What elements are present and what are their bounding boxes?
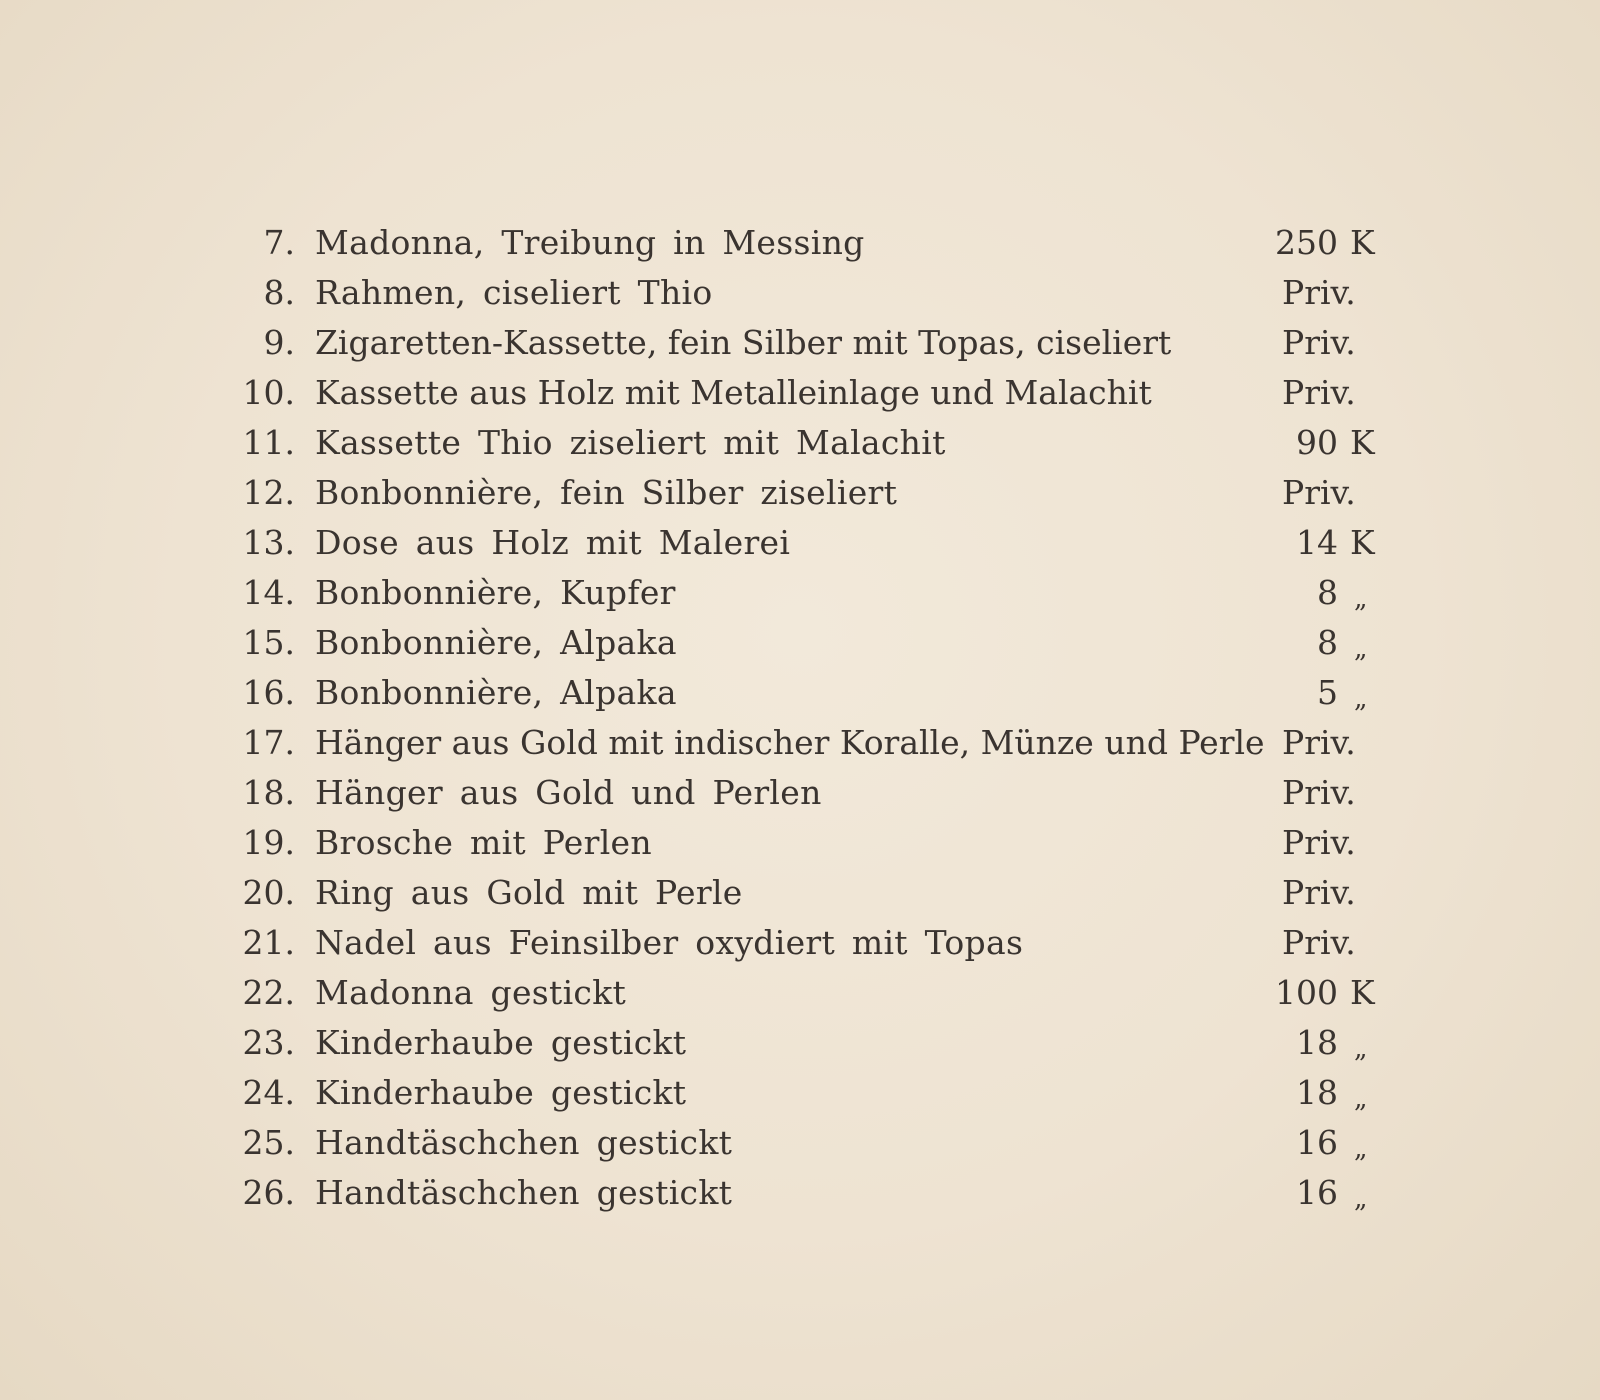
- private-label: Priv.: [1282, 323, 1356, 362]
- item-description: Kinderhaube gestickt: [315, 1023, 687, 1062]
- item-number: 21.: [242, 923, 295, 962]
- price-unit: K: [1350, 223, 1375, 262]
- price-amount: 8: [1317, 623, 1338, 662]
- list-item: [230, 218, 1430, 268]
- price-amount: 90: [1296, 423, 1338, 462]
- item-number: 13.: [242, 523, 295, 562]
- item-description: Kassette Thio ziseliert mit Malachit: [315, 423, 946, 462]
- item-number: 8.: [263, 273, 295, 312]
- item-number: 19.: [242, 823, 295, 862]
- list-item: [230, 918, 1430, 968]
- catalog-list: [230, 218, 1430, 1218]
- private-label: Priv.: [1282, 773, 1356, 812]
- price-amount: 8: [1317, 573, 1338, 612]
- item-number: 20.: [242, 873, 295, 912]
- list-item: [230, 268, 1430, 318]
- item-number: 23.: [242, 1023, 295, 1062]
- item-number: 10.: [242, 373, 295, 412]
- list-item: [230, 518, 1430, 568]
- item-description: Rahmen, ciseliert Thio: [315, 273, 713, 312]
- price-unit: K: [1350, 973, 1375, 1012]
- price-amount: 5: [1317, 673, 1338, 712]
- list-item: [230, 968, 1430, 1018]
- item-number: 15.: [242, 623, 295, 662]
- list-item: [230, 1068, 1430, 1118]
- item-description: Bonbonnière, Kupfer: [315, 573, 676, 612]
- list-item: [230, 1118, 1430, 1168]
- list-item: [230, 618, 1430, 668]
- list-item: [230, 318, 1430, 368]
- private-label: Priv.: [1282, 473, 1356, 512]
- item-description: Handtäschchen gestickt: [315, 1123, 733, 1162]
- item-number: 14.: [242, 573, 295, 612]
- item-number: 26.: [242, 1173, 295, 1212]
- list-item: [230, 718, 1430, 768]
- list-item: [230, 768, 1430, 818]
- private-label: Priv.: [1282, 923, 1356, 962]
- ditto-mark: „: [1354, 1184, 1368, 1214]
- list-item: [230, 1018, 1430, 1068]
- price-amount: 16: [1296, 1123, 1338, 1162]
- ditto-mark: „: [1354, 584, 1368, 614]
- ditto-mark: „: [1354, 634, 1368, 664]
- private-label: Priv.: [1282, 723, 1356, 762]
- list-item: [230, 418, 1430, 468]
- item-description: Bonbonnière, Alpaka: [315, 673, 677, 712]
- price-unit: K: [1350, 423, 1375, 462]
- item-number: 9.: [263, 323, 295, 362]
- item-description: Madonna, Treibung in Messing: [315, 223, 865, 262]
- item-number: 25.: [242, 1123, 295, 1162]
- item-number: 24.: [242, 1073, 295, 1112]
- ditto-mark: „: [1354, 1134, 1368, 1164]
- ditto-mark: „: [1354, 1034, 1368, 1064]
- item-number: 11.: [242, 423, 295, 462]
- item-description: Hänger aus Gold und Perlen: [315, 773, 822, 812]
- list-item: [230, 668, 1430, 718]
- item-description: Ring aus Gold mit Perle: [315, 873, 743, 912]
- item-number: 17.: [242, 723, 295, 762]
- item-description: Nadel aus Feinsilber oxydiert mit Topas: [315, 923, 1024, 962]
- item-description: Handtäschchen gestickt: [315, 1173, 733, 1212]
- item-description: Bonbonnière, fein Silber ziseliert: [315, 473, 898, 512]
- item-description: Madonna gestickt: [315, 973, 627, 1012]
- list-item: [230, 568, 1430, 618]
- price-amount: 18: [1296, 1073, 1338, 1112]
- price-amount: 16: [1296, 1173, 1338, 1212]
- price-unit: K: [1350, 523, 1375, 562]
- list-item: [230, 368, 1430, 418]
- item-number: 18.: [242, 773, 295, 812]
- list-item: [230, 868, 1430, 918]
- list-item: [230, 1168, 1430, 1218]
- ditto-mark: „: [1354, 684, 1368, 714]
- price-amount: 250: [1275, 223, 1338, 262]
- item-description: Brosche mit Perlen: [315, 823, 652, 862]
- price-amount: 100: [1275, 973, 1338, 1012]
- item-description: Zigaretten-Kassette, fein Silber mit Topas, ciseliert: [315, 323, 1172, 362]
- private-label: Priv.: [1282, 273, 1356, 312]
- price-amount: 14: [1296, 523, 1338, 562]
- price-amount: 18: [1296, 1023, 1338, 1062]
- item-description: Kinderhaube gestickt: [315, 1073, 687, 1112]
- private-label: Priv.: [1282, 823, 1356, 862]
- item-number: 7.: [263, 223, 295, 262]
- item-number: 16.: [242, 673, 295, 712]
- item-description: Dose aus Holz mit Malerei: [315, 523, 791, 562]
- list-item: [230, 818, 1430, 868]
- item-number: 12.: [242, 473, 295, 512]
- item-number: 22.: [242, 973, 295, 1012]
- ditto-mark: „: [1354, 1084, 1368, 1114]
- item-description: Hänger aus Gold mit indischer Koralle, Münze und Perle: [315, 723, 1265, 762]
- item-description: Kassette aus Holz mit Metalleinlage und Malachit: [315, 373, 1152, 412]
- private-label: Priv.: [1282, 873, 1356, 912]
- item-description: Bonbonnière, Alpaka: [315, 623, 677, 662]
- private-label: Priv.: [1282, 373, 1356, 412]
- list-item: [230, 468, 1430, 518]
